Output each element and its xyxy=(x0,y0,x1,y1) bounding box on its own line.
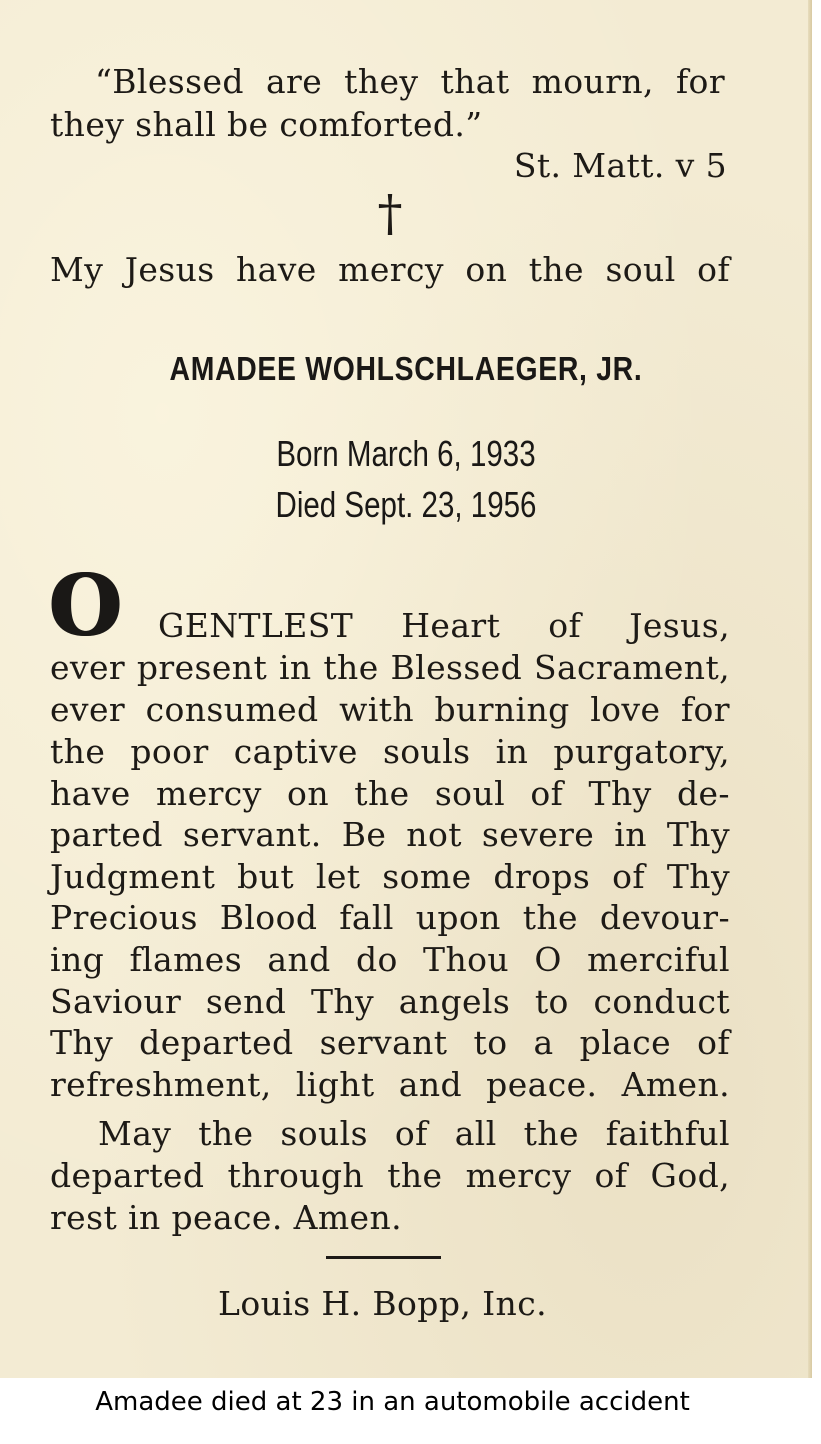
closing-line: May the souls of all the faithful xyxy=(98,1114,730,1153)
image-caption: Amadee died at 23 in an automobile accident xyxy=(95,1387,690,1417)
prayer-line: ever consumed with burning love for xyxy=(50,690,730,729)
divider-rule xyxy=(326,1256,441,1259)
closing-line: rest in peace. Amen. xyxy=(50,1198,403,1237)
prayer-line: ing flames and do Thou O merciful xyxy=(50,940,730,979)
scripture-quote-line-2: they shall be comforted.” xyxy=(50,105,483,144)
prayer-line: refreshment, light and peace. Amen. xyxy=(50,1065,730,1104)
prayer-dropcap: O xyxy=(48,556,122,655)
birth-date: Born March 6, 1933 xyxy=(276,433,536,474)
prayer-line: Saviour send Thy angels to conduct xyxy=(50,982,730,1021)
scripture-quote-line-1: “Blessed are they that mourn, for xyxy=(95,62,725,101)
closing-line: departed through the mercy of God, xyxy=(50,1156,730,1195)
publisher-name: Louis H. Bopp, Inc. xyxy=(218,1284,547,1323)
death-date: Died Sept. 23, 1956 xyxy=(275,484,537,525)
prayer-line: Judgment but let some drops of Thy xyxy=(50,857,730,896)
deceased-name: AMADEE WOHLSCHLAEGER, JR. xyxy=(169,350,643,387)
prayer-line: have mercy on the soul of Thy de- xyxy=(50,774,730,813)
prayer-opening: My Jesus have mercy on the soul of xyxy=(50,250,730,289)
prayer-line: the poor captive souls in purgatory, xyxy=(50,732,730,771)
prayer-line: Precious Blood fall upon the devour- xyxy=(50,898,730,937)
prayer-line: Thy departed servant to a place of xyxy=(50,1023,730,1062)
prayer-line: parted servant. Be not severe in Thy xyxy=(50,815,730,854)
prayer-line: GENTLEST Heart of Jesus, xyxy=(158,606,730,645)
scripture-citation: St. Matt. v 5 xyxy=(513,146,727,185)
prayer-line: ever present in the Blessed Sacrament, xyxy=(50,648,730,687)
cross-icon: † xyxy=(377,184,403,242)
